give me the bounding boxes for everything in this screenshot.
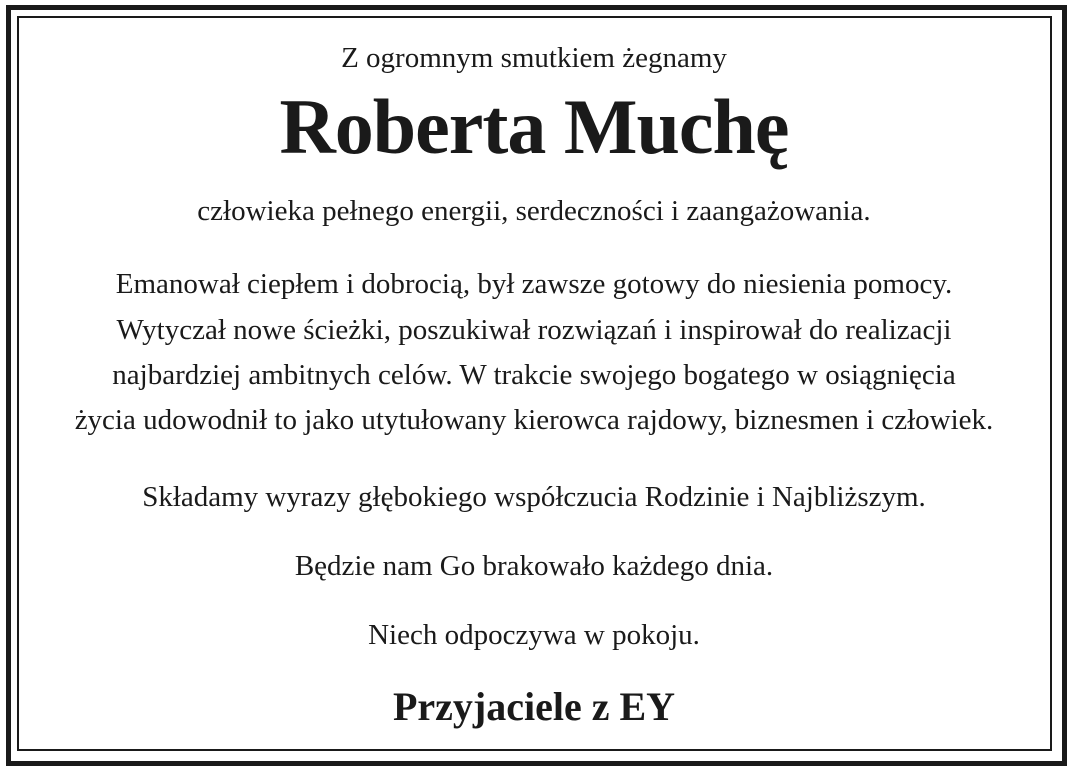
intro-text: Z ogromnym smutkiem żegnamy <box>341 42 727 74</box>
condolences-text: Składamy wyrazy głębokiego współczucia Rodzinie i Najbliższym. <box>142 481 926 513</box>
rest-in-peace-text: Niech odpoczywa w pokoju. <box>368 619 700 651</box>
paragraph-line: życia udowodnił to jako utytułowany kierowca rajdowy, biznesmen i człowiek. <box>74 404 994 436</box>
paragraph-line: najbardziej ambitnych celów. W trakcie swojego bogatego w osiągnięcia <box>112 359 956 391</box>
paragraph-line: Emanował ciepłem i dobrocią, był zawsze gotowy do niesienia pomocy. <box>115 268 953 300</box>
deceased-name: Roberta Muchę <box>279 83 789 170</box>
signature: Przyjaciele z EY <box>392 684 676 729</box>
subtitle-text: człowieka pełnego energii, serdeczności i zaangażowania. <box>197 195 871 227</box>
miss-text: Będzie nam Go brakowało każdego dnia. <box>294 550 774 582</box>
paragraph-line: Wytyczał nowe ścieżki, poszukiwał rozwiązań i inspirował do realizacji <box>116 314 952 346</box>
